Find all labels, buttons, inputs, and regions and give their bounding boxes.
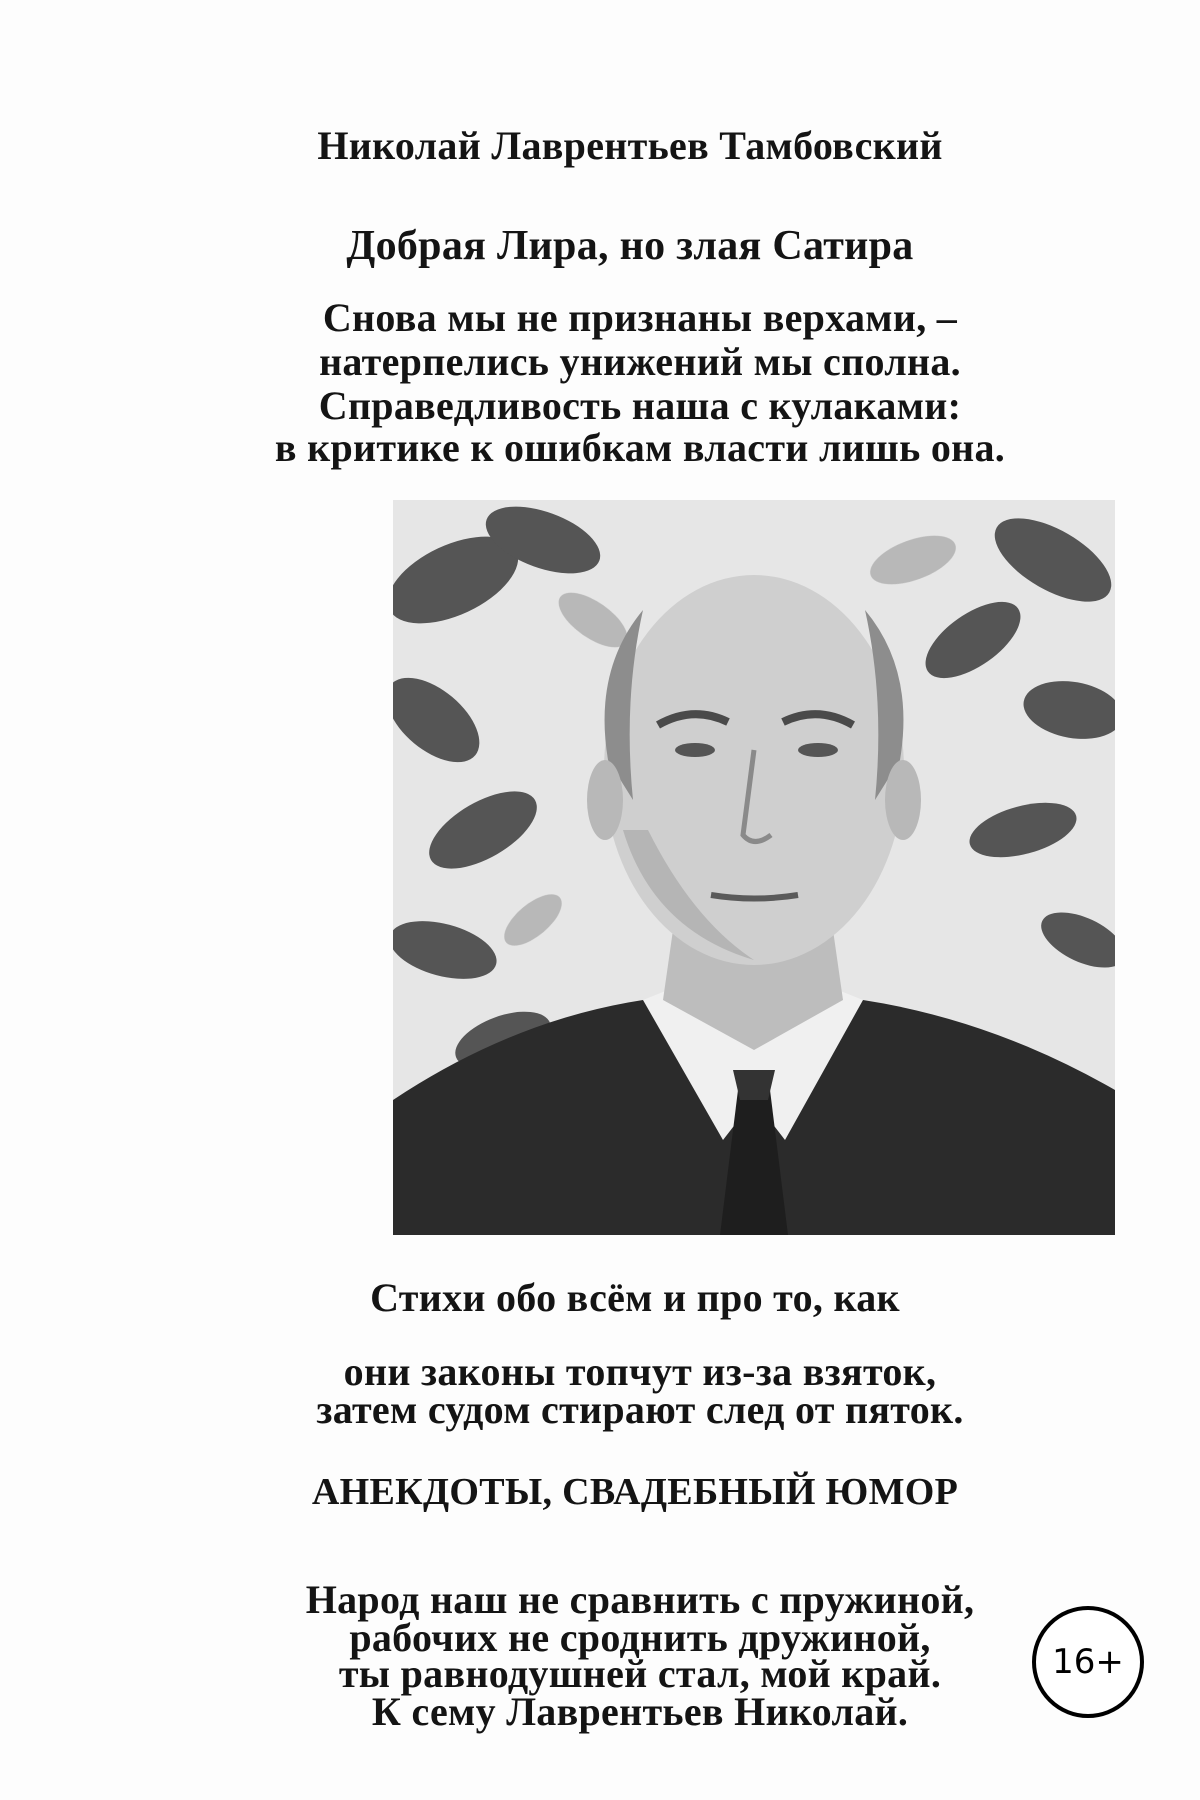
subtitle: Стихи обо всём и про то, как	[370, 1275, 900, 1320]
epigraph-line: натерпелись унижений мы сполна.	[319, 339, 961, 384]
verse-line: рабочих не сроднить дружиной,	[349, 1615, 931, 1660]
verse-line: Народ наш не сравнить с пружиной,	[305, 1577, 975, 1622]
author-name: Николай Лаврентьев Тамбовский	[317, 123, 943, 168]
portrait-illustration	[393, 500, 1115, 1235]
epigraph-line: Справедливость наша с кулаками:	[318, 383, 962, 428]
verse-line: ты равнодушней стал, мой край.	[338, 1651, 942, 1696]
verse-line: К сему Лаврентьев Николай.	[371, 1689, 909, 1734]
epigraph-line: в критике к ошибкам власти лишь она.	[274, 425, 1006, 470]
book-title: Добрая Лира, но злая Сатира	[346, 223, 914, 269]
verse-line: затем судом стирают след от пяток.	[316, 1387, 964, 1432]
epigraph-line: Снова мы не признаны верхами, –	[322, 295, 958, 340]
verse-line: они законы топчут из-за взяток,	[343, 1349, 937, 1394]
section-heading: АНЕКДОТЫ, СВАДЕБНЫЙ ЮМОР	[311, 1471, 959, 1513]
author-portrait	[393, 500, 1115, 1235]
age-rating-badge: 16+	[1032, 1606, 1144, 1718]
